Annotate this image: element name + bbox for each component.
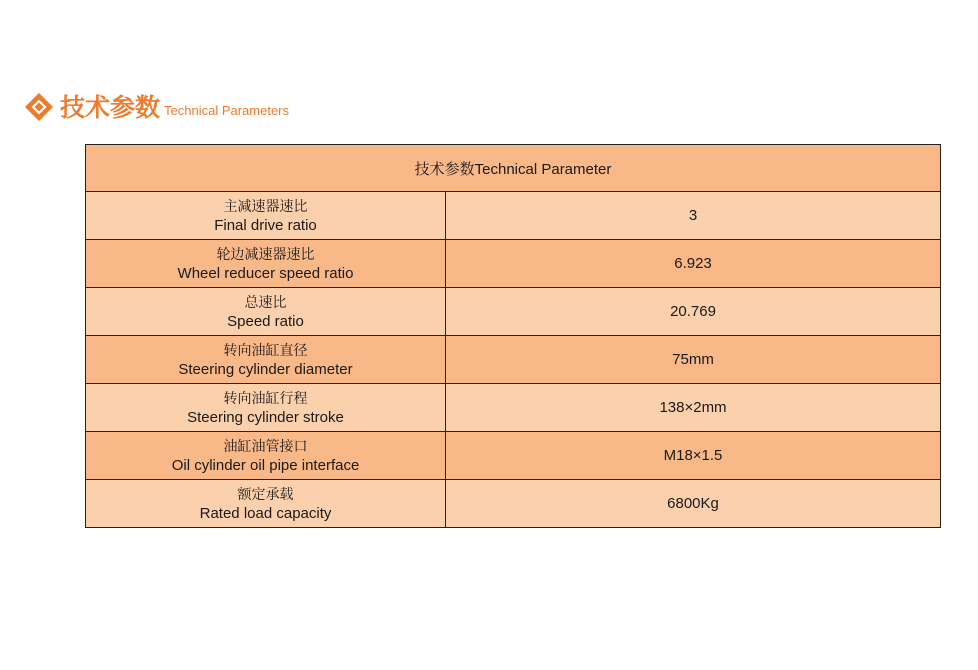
diamond-icon	[24, 92, 54, 122]
row-label-cell	[86, 192, 446, 240]
row-label-cn: 主减速器速比	[223, 197, 308, 214]
parameters-table	[85, 144, 941, 528]
row-value: 3	[446, 192, 941, 240]
heading-title-en: Technical Parameters	[164, 103, 290, 118]
row-value: M18×1.5	[446, 432, 941, 480]
row-label-en: Steering cylinder diameter	[178, 360, 353, 378]
row-label-cell	[86, 240, 446, 288]
table-row	[86, 432, 941, 480]
row-value: 6800Kg	[446, 480, 941, 528]
row-label-en: Oil cylinder oil pipe interface	[171, 456, 360, 474]
row-label-en: Steering cylinder stroke	[187, 408, 344, 426]
heading-title-cn: 技术参数	[60, 93, 161, 122]
row-label-en: Final drive ratio	[214, 216, 317, 234]
row-label-cell	[86, 432, 446, 480]
row-label-cell	[86, 384, 446, 432]
row-label-cell	[86, 288, 446, 336]
row-label-cn: 额定承载	[237, 485, 294, 502]
row-value: 75mm	[446, 336, 941, 384]
table-row	[86, 336, 941, 384]
row-value: 138×2mm	[446, 384, 941, 432]
row-label-en: Wheel reducer speed ratio	[177, 264, 354, 282]
table-row	[86, 192, 941, 240]
table-header-row	[86, 145, 941, 192]
row-value: 6.923	[446, 240, 941, 288]
row-label-cn: 转向油缸直径	[223, 341, 308, 358]
table-row	[86, 288, 941, 336]
row-label-cn: 总速比	[244, 293, 287, 310]
row-label-cn: 转向油缸行程	[223, 389, 308, 406]
row-label-cell	[86, 336, 446, 384]
row-label-cell	[86, 480, 446, 528]
table-row	[86, 480, 941, 528]
row-label-cn: 油缸油管接口	[223, 437, 308, 454]
row-label-en: Rated load capacity	[199, 504, 332, 522]
row-label-cn: 轮边减速器速比	[216, 245, 315, 262]
row-value: 20.769	[446, 288, 941, 336]
table-row	[86, 240, 941, 288]
table-row	[86, 384, 941, 432]
table-header: 技术参数Technical Parameter	[86, 145, 941, 192]
row-label-en: Speed ratio	[227, 312, 304, 330]
section-heading	[24, 88, 289, 124]
